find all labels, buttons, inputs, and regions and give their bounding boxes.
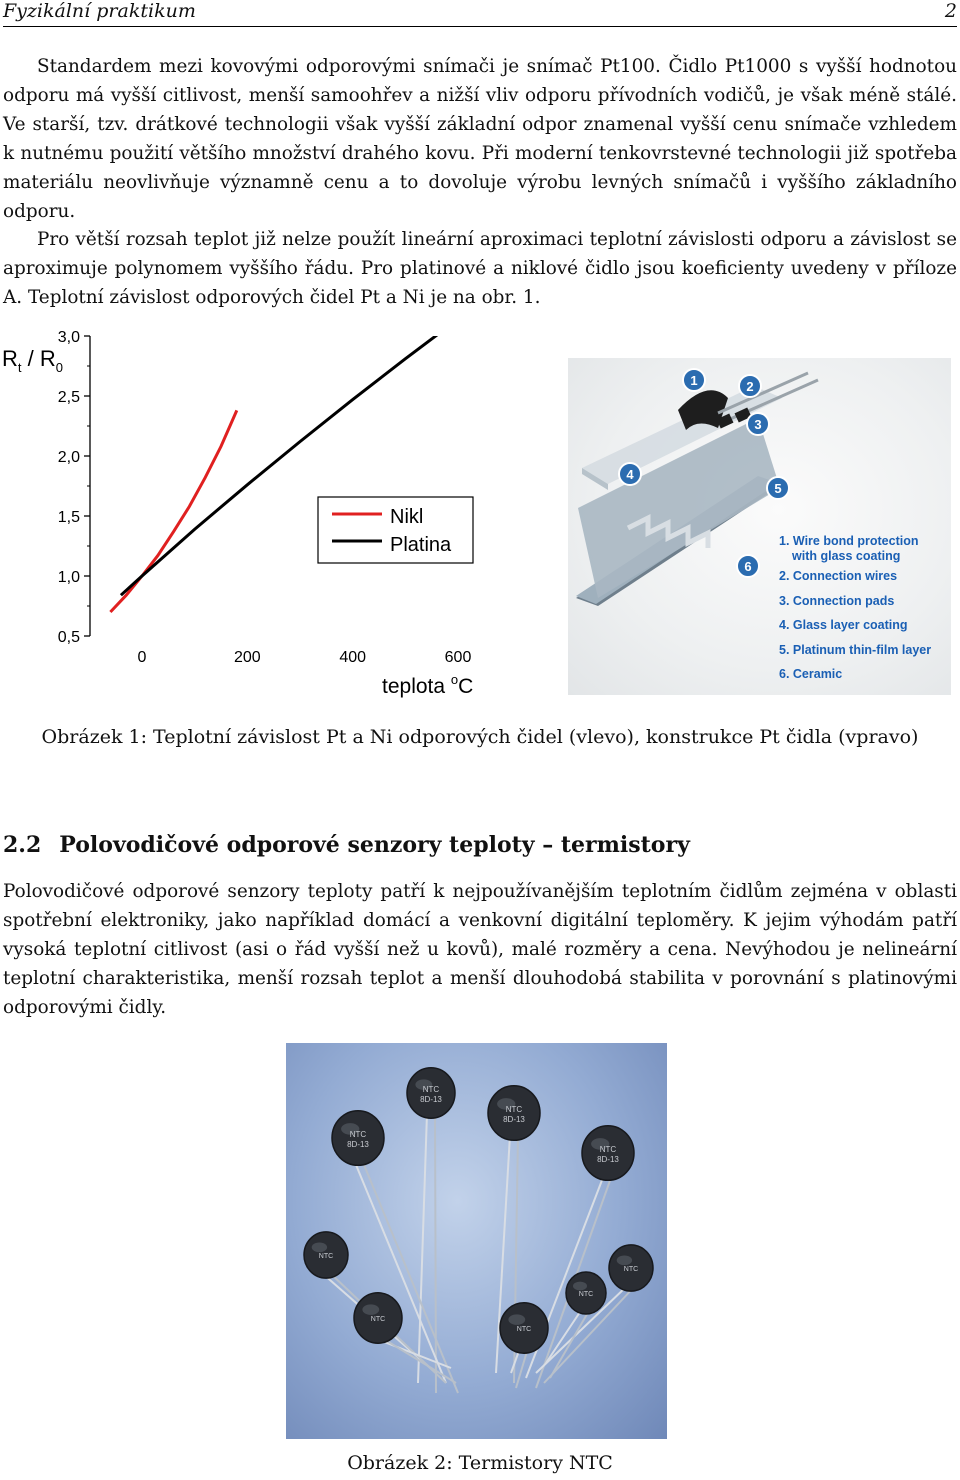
legend bbox=[318, 497, 473, 563]
diagram-label-item: 1. Wire bond protection bbox=[779, 534, 919, 548]
diagram-label-item: 4. Glass layer coating bbox=[779, 618, 908, 632]
diagram-drawing bbox=[568, 358, 951, 695]
thermistor-marking: NTC bbox=[599, 1145, 617, 1154]
badge-label: 2 bbox=[746, 379, 754, 394]
y-tick-label: 1,0 bbox=[57, 569, 80, 586]
page-number: 2 bbox=[944, 0, 957, 22]
x-tick-label: 0 bbox=[137, 649, 147, 666]
badge-label: 6 bbox=[744, 559, 752, 574]
y-axis-label bbox=[2, 346, 63, 375]
y-tick-label: 1,5 bbox=[57, 509, 80, 526]
diagram-label-item: 2. Connection wires bbox=[779, 569, 898, 583]
section-number: 2.2 bbox=[3, 832, 42, 858]
legend-label-nikl: Nikl bbox=[390, 506, 424, 528]
y-tick-label: 2,5 bbox=[57, 389, 80, 406]
y-tick-label: 3,0 bbox=[57, 329, 80, 346]
thermistor-marking: 8D-13 bbox=[597, 1155, 619, 1164]
y-label-sub-t: t bbox=[17, 360, 22, 375]
figure-2-caption: Obrázek 2: Termistory NTC bbox=[347, 1452, 613, 1474]
x-tick-label: 200 bbox=[233, 649, 261, 666]
diagram-label-item: 5. Platinum thin-film layer bbox=[779, 643, 932, 657]
thermistor-marking: NTC bbox=[422, 1085, 440, 1094]
thermistor-marking: NTC bbox=[623, 1266, 639, 1273]
thermistor-marking: NTC bbox=[349, 1130, 367, 1139]
thermistor-highlight bbox=[312, 1242, 327, 1252]
x-tick-label: 600 bbox=[444, 649, 472, 666]
x-axis-ticks bbox=[138, 649, 472, 666]
thermistor-marking: NTC bbox=[516, 1326, 532, 1333]
badge-label: 5 bbox=[774, 481, 782, 496]
diagram-label-item: with glass coating bbox=[792, 549, 901, 563]
y-tick-label: 0,5 bbox=[57, 629, 80, 646]
diagram-label-item: 6. Ceramic bbox=[779, 667, 843, 681]
paragraph-polynomial: Pro větší rozsah teplot již nelze použít lineární aproximaci teplotní závislosti odporu a závislost se aproximuje polynomem vyššího řádu. Pro platinové a niklové čidlo jsou koeficienty uvedeny v příloze A. Teplotní závislost odporových čidel Pt a Ni je na obr. 1. bbox=[3, 229, 957, 308]
paragraph-pt100: Standardem mezi kovovými odporovými snímači je snímač Pt100. Čidlo Pt1000 s vyšší hodnotou odporu má vyšší citlivost, menší samoohřev a nižší vliv odporu přívodních vodičů, je však méně stálé. Ve starší, tzv. drátkové technologii však vyšší základní odpor znamenal vyšší cenu snímače vzhledem k nutnému použití většího množství drahého kovu. Při moderní tenkovrstevné technologii již spotřeba materiálu neovlivňuje významně cenu a to dovoluje výrobu levných snímačů i vyššího základního odporu. bbox=[3, 56, 957, 222]
thermistor-lead bbox=[550, 1309, 590, 1378]
y-tick-label: 2,0 bbox=[57, 449, 80, 466]
ntc-thermistors-photo bbox=[286, 1043, 667, 1439]
legend-label-platina: Platina bbox=[390, 534, 452, 556]
thermistor-marking: NTC bbox=[318, 1253, 334, 1260]
badge-label: 4 bbox=[626, 467, 634, 482]
resistance-chart bbox=[0, 320, 520, 705]
x-tick-label: 400 bbox=[339, 649, 367, 666]
paragraph-thermistors: Polovodičové odporové senzory teploty patří k nejpoužívanějším teplotním čidlům zejména v oblasti spotřební elektroniky, jako například domácí a venkovní digitální teploměry. K jejim výhodám patří vysoká teplotní citlivost (asi o řád vyšší než u kovů), malé rozměry a cena. Nevýhodou je nelineární teplotní charakteristika, menší rozsah teplot a menší dlouhodobá stabilita v porovnání s platinovými odporovými čidly. bbox=[3, 881, 957, 1018]
thermistor-highlight bbox=[617, 1255, 632, 1265]
header-title: Fyzikální praktikum bbox=[3, 0, 196, 22]
y-label-r: R bbox=[2, 346, 18, 371]
badge-label: 1 bbox=[690, 373, 698, 388]
thermistor-marking: 8D-13 bbox=[420, 1095, 442, 1104]
ntc-drawing bbox=[286, 1043, 667, 1439]
thermistor-marking: NTC bbox=[370, 1316, 386, 1323]
section-title: Polovodičové odporové senzory teploty – termistory bbox=[59, 832, 690, 858]
x-label-end: C bbox=[458, 675, 474, 698]
thermistor-highlight bbox=[362, 1304, 379, 1315]
pt-sensor-construction-diagram bbox=[568, 358, 951, 695]
thermistor-highlight bbox=[573, 1282, 587, 1291]
thermistor-highlight bbox=[508, 1314, 525, 1325]
thermistor-marking: 8D-13 bbox=[503, 1115, 525, 1124]
diagram-label-item: 3. Connection pads bbox=[779, 594, 895, 608]
section-heading bbox=[3, 832, 690, 858]
badge-label: 3 bbox=[754, 417, 762, 432]
thermistor-lead bbox=[435, 1113, 436, 1393]
thermistor-lead bbox=[418, 1113, 427, 1383]
y-label-sub-0: 0 bbox=[55, 360, 63, 375]
thermistor-marking: NTC bbox=[578, 1291, 594, 1298]
figure-1-caption: Obrázek 1: Teplotní závislost Pt a Ni odporových čidel (vlevo), konstrukce Pt čidla (vpravo) bbox=[41, 726, 919, 748]
running-header bbox=[3, 0, 957, 27]
thermistor-lead bbox=[362, 1160, 458, 1393]
y-axis bbox=[55, 329, 90, 646]
thermistor-marking: NTC bbox=[505, 1105, 523, 1114]
thermistor-marking: 8D-13 bbox=[347, 1140, 369, 1149]
x-axis-label bbox=[382, 672, 473, 698]
y-label-mid: / R bbox=[21, 346, 56, 371]
x-label-sup: o bbox=[450, 672, 459, 687]
x-label-main: teplota bbox=[382, 675, 451, 698]
